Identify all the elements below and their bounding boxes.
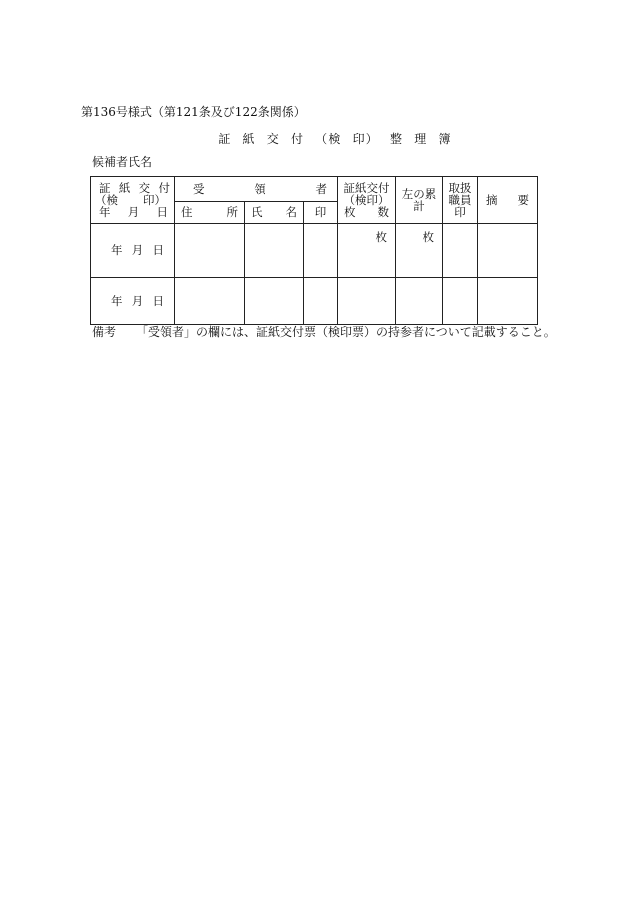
remarks-label: 備考 [92, 325, 117, 339]
cumulative-line1: 左の累 [401, 186, 437, 201]
stamp-count-line3 [338, 206, 395, 218]
issue-header-char: 付 [158, 180, 170, 195]
issue-header-char: 交 [138, 180, 151, 195]
cumulative-cell[interactable] [396, 224, 443, 278]
stamp-count-cell[interactable] [338, 278, 396, 325]
inspection-open: （検 [95, 192, 118, 207]
staff-seal-cell[interactable] [443, 224, 478, 278]
remarks-text: 「受領者」の欄には、証紙交付票（検印票）の持参者について記載すること。 [136, 325, 556, 339]
sheet-unit-label: 枚 [344, 205, 356, 220]
remarks-note [92, 323, 556, 340]
issue-header-line3 [91, 206, 174, 218]
name-char: 名 [285, 205, 297, 220]
inspection-close: 印） [143, 192, 166, 207]
stamp-count-line2: （検印） [343, 192, 390, 207]
issue-header-char: 紙 [118, 180, 131, 195]
stamp-count-header [338, 177, 396, 224]
address-cell[interactable] [175, 278, 245, 325]
day-label: 日 [156, 205, 168, 220]
summary-cell[interactable] [478, 278, 538, 325]
seal-cell[interactable] [304, 278, 338, 325]
document-title: 証 紙 交 付 （検 印） 整 理 簿 [218, 132, 452, 146]
stamp-count-cell[interactable] [338, 224, 396, 278]
seal-cell[interactable] [304, 224, 338, 278]
table-row [91, 278, 538, 325]
staff-seal-line3: 印 [454, 205, 466, 220]
address-char: 住 [181, 205, 193, 220]
staff-seal-line2: 職員 [448, 192, 472, 207]
month-label: 月 [127, 205, 140, 220]
staff-seal-line1: 取扱 [448, 180, 472, 195]
cumulative-line2: 計 [413, 199, 425, 213]
issue-date-header [91, 177, 175, 224]
summary-header [478, 177, 538, 224]
summary-cell[interactable] [478, 224, 538, 278]
recipient-char: 者 [315, 181, 328, 196]
ledger-table [90, 176, 538, 325]
day-label: 日 [152, 293, 164, 308]
issue-header-char: 証 [99, 180, 111, 195]
staff-seal-header [443, 177, 478, 224]
summary-char: 要 [517, 192, 530, 207]
year-label: 年 [111, 243, 123, 258]
sheet-unit-label: 枚 [375, 230, 388, 244]
date-cell [91, 224, 175, 278]
month-label: 月 [131, 293, 144, 308]
form-number: 第136号様式（第121条及び122条関係） [81, 105, 306, 119]
recipient-char: 受 [193, 181, 205, 196]
year-label: 年 [99, 205, 111, 220]
name-cell[interactable] [245, 224, 304, 278]
candidate-name-label: 候補者氏名 [92, 155, 153, 169]
staff-seal-cell[interactable] [443, 278, 478, 325]
cumulative-header [396, 177, 443, 224]
table-row [91, 224, 538, 278]
address-char: 所 [226, 205, 238, 220]
header-row-top [91, 177, 538, 202]
summary-char: 摘 [486, 192, 498, 207]
recipient-header [175, 177, 338, 202]
stamp-count-line1: 証紙交付 [343, 180, 390, 195]
year-label: 年 [111, 293, 123, 308]
sheet-unit-label: 枚 [422, 230, 435, 244]
date-cell [91, 278, 175, 325]
recipient-char: 領 [254, 181, 266, 196]
address-cell[interactable] [175, 224, 245, 278]
seal-header: 印 [304, 202, 338, 224]
day-label: 日 [152, 243, 164, 258]
name-char: 氏 [251, 205, 263, 220]
month-label: 月 [131, 243, 144, 258]
cumulative-cell[interactable] [396, 278, 443, 325]
count-label: 数 [377, 205, 390, 220]
address-header [175, 202, 245, 224]
name-cell[interactable] [245, 278, 304, 325]
name-header [245, 202, 304, 224]
